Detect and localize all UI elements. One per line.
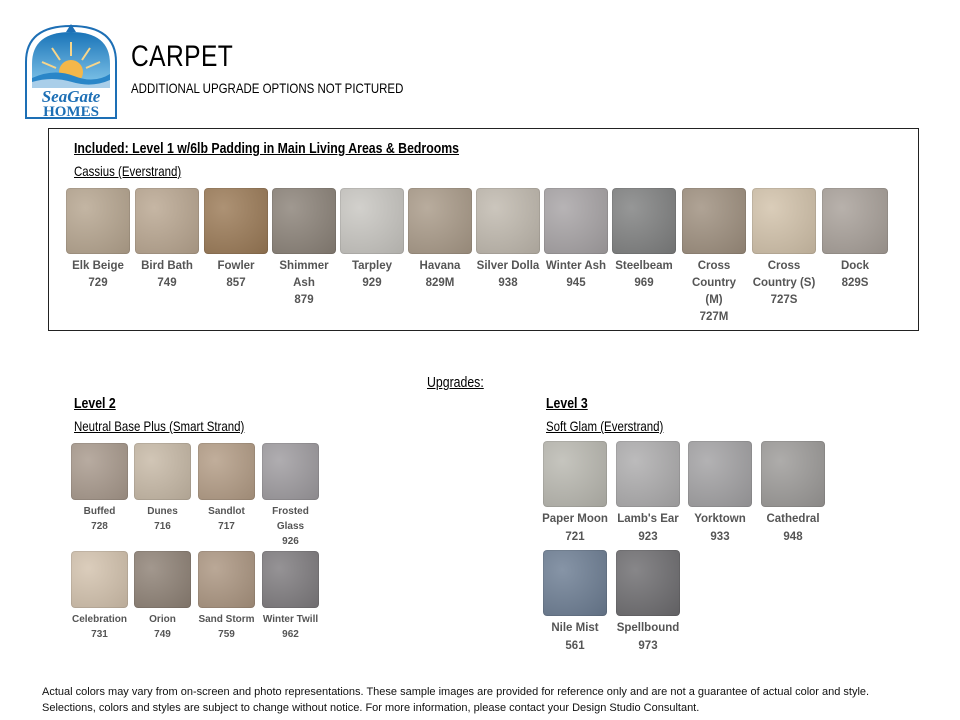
included-product: Cassius (Everstrand) (74, 163, 182, 179)
carpet-swatch (262, 443, 319, 500)
carpet-swatch (682, 188, 746, 254)
swatch-caption (130, 612, 196, 642)
swatch-name: Elk Beige (72, 260, 124, 272)
swatch-name: Lamb's Ear (617, 513, 679, 525)
swatch-caption (194, 612, 260, 642)
included-heading: Included: Level 1 w/6lb Padding in Main Living Areas & Bedrooms (74, 140, 460, 157)
swatch-code: 969 (634, 277, 654, 289)
swatch-code: 929 (362, 277, 382, 289)
swatch-code: 716 (154, 521, 171, 532)
logo-text-homes: HOMES (43, 104, 99, 120)
carpet-swatch (340, 188, 404, 254)
swatch-name: Sand Storm (198, 614, 255, 625)
swatch-code: 962 (282, 629, 299, 640)
carpet-swatch (761, 441, 825, 507)
swatch-code: 857 (226, 277, 246, 289)
swatch-code: 759 (218, 629, 235, 640)
level3-product: Soft Glam (Everstrand) (546, 418, 664, 434)
swatch-name: Steelbeam (615, 260, 673, 272)
swatch-caption (267, 258, 341, 309)
swatch-caption (258, 504, 324, 549)
swatch-name: Havana (419, 260, 461, 272)
carpet-swatch (134, 551, 191, 608)
carpet-swatch (476, 188, 540, 254)
level2-heading: Level 2 (74, 395, 116, 412)
swatch-code: 829S (841, 277, 869, 289)
swatch-name: Cathedral (766, 513, 820, 525)
carpet-swatch (752, 188, 816, 254)
swatch-code: 926 (282, 536, 299, 547)
swatch-name: Yorktown (694, 513, 746, 525)
swatch-code: 749 (154, 629, 171, 640)
carpet-swatch (71, 551, 128, 608)
swatch-code: 721 (565, 531, 585, 543)
swatch-caption (67, 612, 133, 642)
swatch-caption (130, 258, 204, 292)
carpet-swatch (204, 188, 268, 254)
disclaimer-text: Actual colors may vary from on-screen and photo representations. These sample images are provided for reference only and are not a guarantee of actual color and style. Selections, colors and styles are subject to change without notice. For more information, please contact your Design Studio Consultant. (42, 686, 870, 714)
swatch-code: 731 (91, 629, 108, 640)
carpet-swatch (135, 188, 199, 254)
swatch-code: 749 (157, 277, 177, 289)
carpet-swatch (272, 188, 336, 254)
level2-product: Neutral Base Plus (Smart Strand) (74, 418, 245, 434)
carpet-swatch (616, 441, 680, 507)
swatch-name: Dock (840, 260, 870, 272)
swatch-caption (61, 258, 135, 292)
swatch-caption (538, 510, 612, 546)
swatch-code: 727S (770, 294, 798, 306)
swatch-name: Tarpley (351, 260, 393, 272)
swatch-caption (818, 258, 892, 292)
swatch-code: 923 (638, 531, 658, 543)
swatch-name: Winter Ash (545, 260, 607, 272)
swatch-caption (258, 612, 324, 642)
swatch-name: Bird Bath (141, 260, 193, 272)
carpet-swatch (688, 441, 752, 507)
carpet-swatch (822, 188, 888, 254)
swatch-caption (683, 510, 757, 546)
swatch-name: Sandlot (208, 506, 245, 517)
swatch-caption (130, 504, 196, 534)
swatch-name: Paper Moon (542, 513, 608, 525)
carpet-swatch (408, 188, 472, 254)
swatch-caption (539, 258, 613, 292)
seagate-homes-logo (24, 22, 118, 120)
swatch-caption (607, 258, 681, 292)
swatch-name: Celebration (71, 614, 127, 625)
page-title: CARPET (131, 40, 234, 73)
carpet-swatch (616, 550, 680, 616)
swatch-code: 728 (91, 521, 108, 532)
swatch-name: Cross Country (S) (752, 260, 816, 289)
swatch-caption (756, 510, 830, 546)
swatch-name: Orion (149, 614, 176, 625)
swatch-code: 948 (783, 531, 803, 543)
swatch-code: 879 (294, 294, 314, 306)
swatch-name: Silver Dolla (476, 260, 540, 272)
carpet-swatch (543, 550, 607, 616)
carpet-swatch (544, 188, 608, 254)
swatch-caption (199, 258, 273, 292)
carpet-swatch (543, 441, 607, 507)
swatch-code: 729 (88, 277, 108, 289)
logo-text-seagate: SeaGate (41, 87, 101, 106)
swatch-name: Winter Twill (262, 614, 319, 625)
swatch-caption (335, 258, 409, 292)
swatch-code: 717 (218, 521, 235, 532)
carpet-swatch (198, 551, 255, 608)
level3-heading: Level 3 (546, 395, 588, 412)
swatch-caption (538, 619, 612, 655)
swatch-caption (677, 258, 751, 326)
upgrades-label: Upgrades: (427, 374, 484, 391)
swatch-caption (67, 504, 133, 534)
carpet-swatch (66, 188, 130, 254)
swatch-caption (611, 619, 685, 655)
swatch-caption (471, 258, 545, 292)
swatch-code: 727M (699, 311, 729, 323)
swatch-name: Dunes (147, 506, 178, 517)
carpet-swatch (262, 551, 319, 608)
swatch-code: 973 (638, 640, 658, 652)
swatch-name: Cross Country (M) (691, 260, 737, 306)
swatch-caption (611, 510, 685, 546)
swatch-code: 933 (710, 531, 730, 543)
swatch-code: 829M (425, 277, 455, 289)
swatch-code: 945 (566, 277, 586, 289)
carpet-swatch (134, 443, 191, 500)
swatch-name: Spellbound (616, 622, 680, 634)
swatch-code: 561 (565, 640, 585, 652)
swatch-code: 938 (498, 277, 518, 289)
carpet-swatch (71, 443, 128, 500)
swatch-name: Nile Mist (551, 622, 599, 634)
swatch-caption (403, 258, 477, 292)
swatch-name: Frosted Glass (272, 506, 309, 532)
swatch-name: Shimmer Ash (279, 260, 329, 289)
swatch-name: Fowler (217, 260, 255, 272)
page-subtitle: ADDITIONAL UPGRADE OPTIONS NOT PICTURED (131, 80, 404, 96)
carpet-swatch (198, 443, 255, 500)
swatch-caption (747, 258, 821, 309)
swatch-name: Buffed (83, 506, 116, 517)
swatch-caption (194, 504, 260, 534)
carpet-swatch (612, 188, 676, 254)
